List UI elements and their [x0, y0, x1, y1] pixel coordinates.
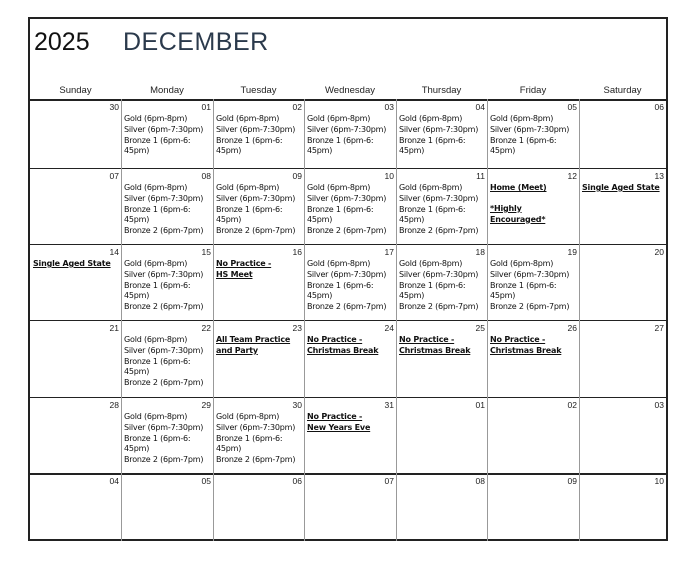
- day-number: 10: [654, 476, 664, 486]
- day-cell[interactable]: [397, 398, 487, 473]
- day-cell[interactable]: [31, 245, 121, 320]
- practice-session: 45pm): [124, 291, 150, 301]
- day-number: 14: [109, 247, 119, 257]
- day-number: 08: [201, 171, 211, 181]
- day-cell[interactable]: [305, 474, 396, 541]
- day-number: 03: [654, 400, 664, 410]
- day-number: 04: [475, 102, 485, 112]
- practice-session: Bronze 1 (6pm-6:: [216, 204, 283, 214]
- practice-session: Bronze 2 (6pm-7pm): [124, 302, 204, 312]
- practice-session: 45pm): [216, 215, 242, 225]
- day-number: 01: [475, 400, 485, 410]
- practice-session: Bronze 1 (6pm-6:: [490, 135, 557, 145]
- practice-session: Gold (6pm-8pm): [307, 183, 371, 192]
- practice-session: Bronze 2 (6pm-7pm): [307, 226, 387, 236]
- day-number: 07: [384, 476, 394, 486]
- day-number: 25: [475, 323, 485, 333]
- day-number: 29: [201, 400, 211, 410]
- day-events: [307, 335, 394, 397]
- day-cell[interactable]: [31, 398, 121, 473]
- practice-session: Bronze 1 (6pm-6:: [124, 356, 191, 366]
- practice-session: Bronze 2 (6pm-7pm): [399, 302, 479, 312]
- event-note: HS Meet: [216, 269, 253, 279]
- event-note: Single Aged State: [33, 259, 111, 268]
- practice-session: Silver (6pm-7:30pm): [307, 269, 387, 279]
- practice-session: Bronze 2 (6pm-7pm): [399, 226, 479, 236]
- day-events: [124, 259, 211, 320]
- day-cell[interactable]: [580, 245, 666, 320]
- day-events: [490, 183, 577, 244]
- day-events: [307, 259, 394, 320]
- practice-session: 45pm): [490, 291, 516, 301]
- practice-session: Bronze 1 (6pm-6:: [399, 280, 466, 290]
- practice-session: Bronze 2 (6pm-7pm): [124, 226, 204, 236]
- day-cell[interactable]: [214, 321, 304, 397]
- day-number: 24: [384, 323, 394, 333]
- event-note: and Party: [216, 345, 258, 355]
- day-cell[interactable]: [488, 100, 579, 168]
- day-number: 21: [109, 323, 119, 333]
- day-cell[interactable]: [31, 100, 121, 168]
- practice-session: Gold (6pm-8pm): [124, 114, 188, 123]
- weekday-header: Friday: [519, 85, 547, 96]
- day-events: [216, 183, 302, 244]
- practice-session: Bronze 1 (6pm-6:: [490, 280, 557, 290]
- day-number: 28: [109, 400, 119, 410]
- practice-session: 45pm): [307, 146, 333, 156]
- practice-session: Gold (6pm-8pm): [216, 114, 280, 123]
- practice-session: Bronze 2 (6pm-7pm): [490, 302, 570, 312]
- day-number: 03: [384, 102, 394, 112]
- day-cell[interactable]: [397, 245, 487, 320]
- day-cell[interactable]: [305, 245, 396, 320]
- day-cell[interactable]: [214, 245, 304, 320]
- day-number: 08: [475, 476, 485, 486]
- practice-session: 45pm): [490, 146, 516, 156]
- practice-session: Bronze 1 (6pm-6:: [399, 135, 466, 145]
- event-note: Christmas Break: [399, 345, 471, 355]
- day-events: [307, 412, 394, 473]
- practice-session: Silver (6pm-7:30pm): [216, 422, 296, 432]
- practice-session: Gold (6pm-8pm): [490, 114, 554, 123]
- practice-session: 45pm): [307, 291, 333, 301]
- event-note: No Practice -: [216, 259, 272, 268]
- day-cell[interactable]: [122, 398, 213, 473]
- practice-session: Bronze 1 (6pm-6:: [307, 135, 374, 145]
- practice-session: Gold (6pm-8pm): [124, 335, 188, 344]
- day-cell[interactable]: [580, 100, 666, 168]
- practice-session: Gold (6pm-8pm): [124, 259, 188, 268]
- practice-session: Gold (6pm-8pm): [399, 114, 463, 123]
- practice-session: Silver (6pm-7:30pm): [307, 124, 387, 134]
- practice-session: Silver (6pm-7:30pm): [399, 124, 479, 134]
- practice-session: Silver (6pm-7:30pm): [124, 124, 204, 134]
- weekday-header: Tuesday: [240, 85, 277, 96]
- event-note: *Highly Encouraged*: [490, 203, 546, 224]
- day-events: [490, 259, 577, 320]
- weekday-header: Saturday: [603, 85, 642, 96]
- practice-session: 45pm): [124, 444, 150, 454]
- day-cell[interactable]: [214, 100, 304, 168]
- practice-session: Gold (6pm-8pm): [216, 412, 280, 421]
- weekday-header: Thursday: [421, 85, 462, 96]
- practice-session: Gold (6pm-8pm): [216, 183, 280, 192]
- day-cell[interactable]: [580, 169, 666, 244]
- event-note: No Practice -: [490, 335, 546, 344]
- day-number: 11: [476, 171, 485, 181]
- day-cell[interactable]: [122, 169, 213, 244]
- day-cell[interactable]: [488, 398, 579, 473]
- practice-session: Gold (6pm-8pm): [490, 259, 554, 268]
- practice-session: 45pm): [124, 215, 150, 225]
- day-number: 02: [567, 400, 577, 410]
- day-cell[interactable]: [397, 100, 487, 168]
- day-cell[interactable]: [397, 169, 487, 244]
- practice-session: 45pm): [399, 291, 425, 301]
- day-cell[interactable]: [580, 474, 666, 541]
- day-number: 02: [292, 102, 302, 112]
- day-cell[interactable]: [488, 245, 579, 320]
- practice-session: Bronze 1 (6pm-6:: [307, 280, 374, 290]
- practice-session: Silver (6pm-7:30pm): [124, 269, 204, 279]
- practice-session: Silver (6pm-7:30pm): [399, 269, 479, 279]
- day-number: 12: [567, 171, 577, 181]
- day-number: 27: [654, 323, 664, 333]
- day-number: 09: [567, 476, 577, 486]
- event-note: Single Aged State: [582, 183, 660, 192]
- day-events: [582, 183, 664, 244]
- practice-session: Gold (6pm-8pm): [307, 259, 371, 268]
- day-cell[interactable]: [122, 100, 213, 168]
- day-cell[interactable]: [31, 474, 121, 541]
- day-events: [124, 114, 211, 168]
- day-events: [216, 412, 302, 473]
- day-events: [399, 183, 485, 244]
- calendar-frame: [28, 17, 668, 541]
- day-number: 18: [475, 247, 485, 257]
- event-note: Home (Meet): [490, 183, 547, 192]
- practice-session: Bronze 1 (6pm-6:: [216, 433, 283, 443]
- day-number: 23: [292, 323, 302, 333]
- practice-session: 45pm): [399, 215, 425, 225]
- practice-session: 45pm): [124, 367, 150, 377]
- day-number: 22: [201, 323, 211, 333]
- practice-session: Gold (6pm-8pm): [124, 412, 188, 421]
- day-cell[interactable]: [305, 398, 396, 473]
- practice-session: Gold (6pm-8pm): [307, 114, 371, 123]
- day-events: [216, 335, 302, 397]
- practice-session: 45pm): [216, 444, 242, 454]
- day-events: [490, 114, 577, 168]
- practice-session: 45pm): [307, 215, 333, 225]
- day-events: [216, 259, 302, 320]
- day-cell[interactable]: [214, 169, 304, 244]
- day-number: 04: [109, 476, 119, 486]
- practice-session: Gold (6pm-8pm): [124, 183, 188, 192]
- day-number: 09: [292, 171, 302, 181]
- practice-session: Bronze 2 (6pm-7pm): [216, 226, 296, 236]
- day-cell[interactable]: [122, 474, 213, 541]
- event-note: Christmas Break: [307, 345, 379, 355]
- day-number: 05: [567, 102, 577, 112]
- day-number: 13: [654, 171, 664, 181]
- day-events: [307, 183, 394, 244]
- practice-session: Gold (6pm-8pm): [399, 259, 463, 268]
- day-events: [33, 259, 119, 320]
- day-number: 07: [109, 171, 119, 181]
- day-cell[interactable]: [214, 474, 304, 541]
- practice-session: Silver (6pm-7:30pm): [216, 193, 296, 203]
- day-events: [307, 114, 394, 168]
- day-events: [490, 335, 577, 397]
- practice-session: Bronze 1 (6pm-6:: [216, 135, 283, 145]
- day-cell[interactable]: [488, 169, 579, 244]
- day-number: 05: [201, 476, 211, 486]
- day-events: [399, 335, 485, 397]
- practice-session: Silver (6pm-7:30pm): [399, 193, 479, 203]
- practice-session: 45pm): [399, 146, 425, 156]
- day-cell[interactable]: [214, 398, 304, 473]
- practice-session: Silver (6pm-7:30pm): [490, 269, 570, 279]
- day-number: 31: [384, 400, 394, 410]
- calendar-year: 2025: [34, 28, 90, 56]
- practice-session: Bronze 2 (6pm-7pm): [124, 455, 204, 465]
- day-number: 01: [201, 102, 211, 112]
- day-number: 15: [201, 247, 211, 257]
- day-number: 06: [292, 476, 302, 486]
- practice-session: Silver (6pm-7:30pm): [307, 193, 387, 203]
- weekday-header: Sunday: [59, 85, 92, 96]
- practice-session: Bronze 1 (6pm-6:: [307, 204, 374, 214]
- practice-session: Gold (6pm-8pm): [399, 183, 463, 192]
- practice-session: Bronze 2 (6pm-7pm): [124, 378, 204, 388]
- day-events: [399, 259, 485, 320]
- day-cell[interactable]: [488, 474, 579, 541]
- practice-session: Bronze 1 (6pm-6:: [399, 204, 466, 214]
- day-events: [124, 412, 211, 473]
- practice-session: Silver (6pm-7:30pm): [124, 193, 204, 203]
- day-cell[interactable]: [305, 100, 396, 168]
- calendar-month: DECEMBER: [123, 28, 269, 56]
- practice-session: 45pm): [216, 146, 242, 156]
- practice-session: Silver (6pm-7:30pm): [490, 124, 570, 134]
- practice-session: 45pm): [124, 146, 150, 156]
- day-cell[interactable]: [580, 321, 666, 397]
- day-number: 16: [292, 247, 302, 257]
- practice-session: Bronze 2 (6pm-7pm): [216, 455, 296, 465]
- practice-session: Bronze 1 (6pm-6:: [124, 280, 191, 290]
- event-note: Christmas Break: [490, 345, 562, 355]
- day-cell[interactable]: [305, 321, 396, 397]
- day-events: [399, 114, 485, 168]
- practice-session: Silver (6pm-7:30pm): [124, 422, 204, 432]
- practice-session: Silver (6pm-7:30pm): [124, 345, 204, 355]
- day-cell[interactable]: [580, 398, 666, 473]
- day-number: 17: [384, 247, 394, 257]
- day-number: 06: [654, 102, 664, 112]
- event-note: No Practice -: [307, 412, 363, 421]
- day-number: 20: [654, 247, 664, 257]
- day-number: 26: [567, 323, 577, 333]
- day-events: [124, 183, 211, 244]
- day-number: 30: [109, 102, 119, 112]
- day-cell[interactable]: [305, 169, 396, 244]
- practice-session: Silver (6pm-7:30pm): [216, 124, 296, 134]
- event-note: No Practice -: [307, 335, 363, 344]
- day-cell[interactable]: [488, 321, 579, 397]
- day-cell[interactable]: [31, 169, 121, 244]
- day-cell[interactable]: [122, 321, 213, 397]
- day-cell[interactable]: [397, 474, 487, 541]
- event-note: All Team Practice: [216, 335, 291, 344]
- day-number: 10: [384, 171, 394, 181]
- day-events: [216, 114, 302, 168]
- day-events: [124, 335, 211, 397]
- day-cell[interactable]: [122, 245, 213, 320]
- weekday-header: Wednesday: [325, 85, 375, 96]
- day-number: 30: [292, 400, 302, 410]
- event-note: New Years Eve: [307, 422, 371, 432]
- practice-session: Bronze 1 (6pm-6:: [124, 135, 191, 145]
- day-number: 19: [567, 247, 577, 257]
- day-cell[interactable]: [397, 321, 487, 397]
- weekday-header: Monday: [150, 85, 184, 96]
- practice-session: Bronze 1 (6pm-6:: [124, 204, 191, 214]
- day-cell[interactable]: [31, 321, 121, 397]
- practice-session: Bronze 2 (6pm-7pm): [307, 302, 387, 312]
- practice-session: Bronze 1 (6pm-6:: [124, 433, 191, 443]
- event-note: No Practice -: [399, 335, 455, 344]
